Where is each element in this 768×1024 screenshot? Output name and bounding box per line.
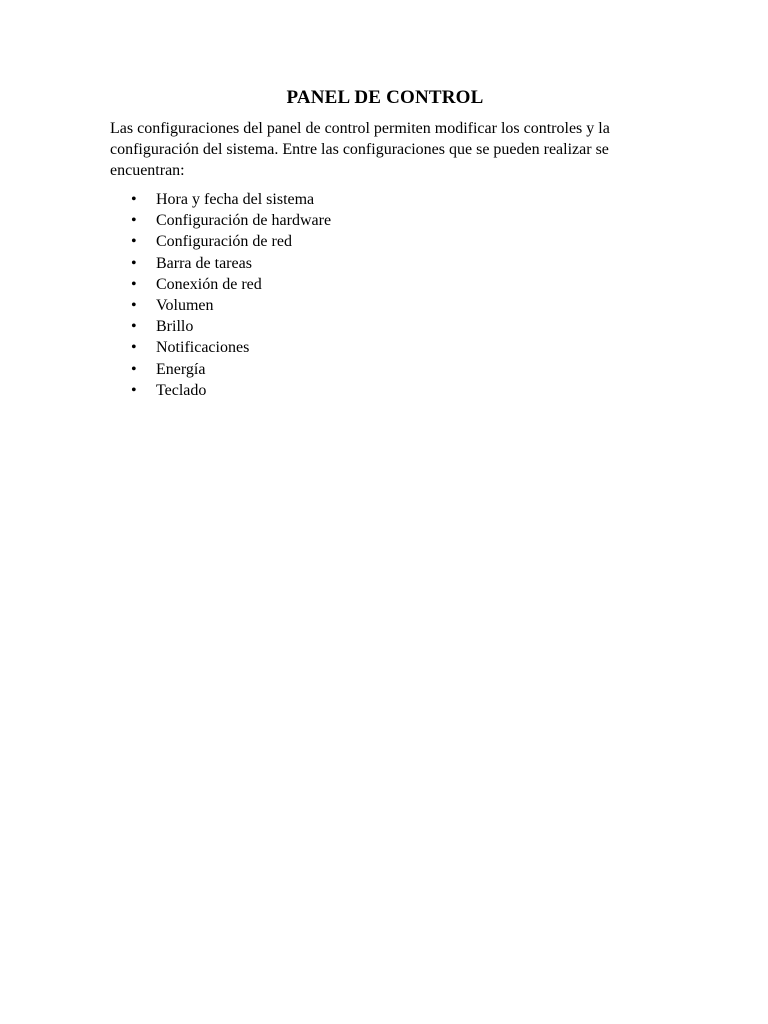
list-item-label: Teclado <box>156 381 207 399</box>
list-item-label: Barra de tareas <box>156 254 252 272</box>
list-item <box>110 253 658 274</box>
bullet-icon: • <box>131 360 137 378</box>
bullet-icon: • <box>131 318 137 336</box>
settings-list <box>110 189 658 401</box>
list-item-label: Configuración de red <box>156 233 292 251</box>
list-item <box>110 295 658 316</box>
list-item <box>110 359 658 380</box>
list-item <box>110 274 658 295</box>
list-item-label: Configuración de hardware <box>156 212 332 230</box>
list-item <box>110 380 658 401</box>
list-item <box>110 210 658 231</box>
list-item <box>110 337 658 358</box>
list-item <box>110 231 658 252</box>
bullet-icon: • <box>131 275 137 293</box>
bullet-icon: • <box>131 191 137 208</box>
list-item-label: Volumen <box>156 297 214 315</box>
list-item <box>110 189 658 210</box>
list-item-label: Energía <box>156 360 206 378</box>
document-page <box>110 86 658 401</box>
bullet-icon: • <box>131 212 137 230</box>
list-item-label: Brillo <box>156 318 194 336</box>
bullet-icon: • <box>131 254 137 272</box>
bullet-icon: • <box>131 297 137 315</box>
list-item-label: Notificaciones <box>156 339 250 357</box>
list-item <box>110 316 658 337</box>
bullet-icon: • <box>131 381 137 399</box>
document-title: PANEL DE CONTROL <box>286 87 484 108</box>
bullet-icon: • <box>131 233 137 251</box>
list-item-label: Hora y fecha del sistema <box>156 191 315 208</box>
intro-paragraph: Las configuraciones del panel de control permiten modificar los controles y la configuración del sistema. Entre las configuraciones que se pueden realizar se encuentran: <box>110 120 610 179</box>
bullet-icon: • <box>131 339 137 357</box>
list-item-label: Conexión de red <box>156 275 262 293</box>
